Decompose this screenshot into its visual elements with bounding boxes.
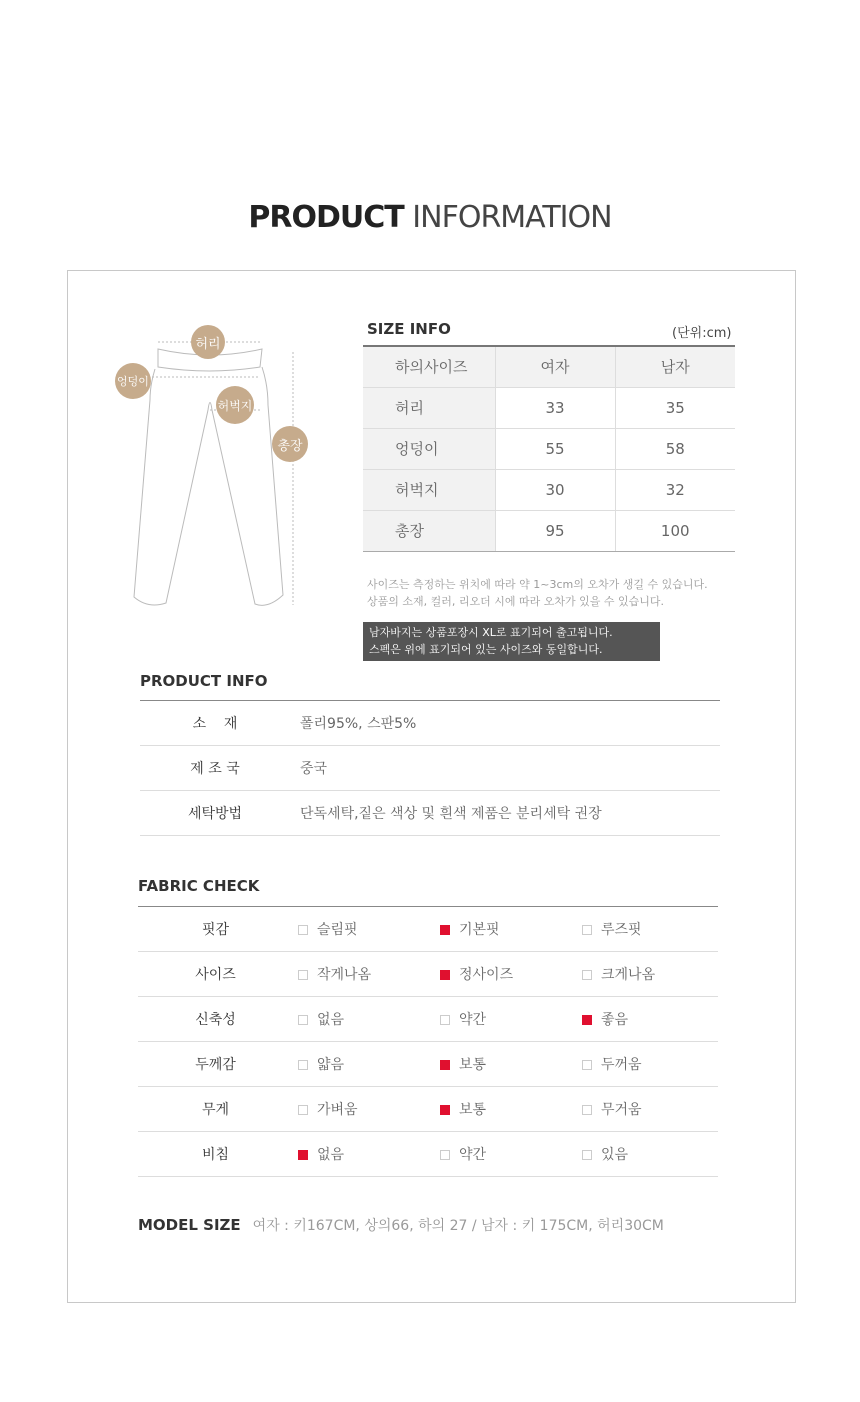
checkbox-icon [298,1015,308,1025]
pants-diagram [110,325,320,615]
highlight-line: 스펙은 위에 표기되어 있는 사이즈와 동일합니다. [369,643,603,656]
size-note-line: 사이즈는 측정하는 위치에 따라 약 1~3cm의 오차가 생길 수 있습니다. [367,578,708,591]
product-info-key: 소 재 [140,701,290,746]
size-female-value: 33 [495,387,615,428]
fabric-row-label: 핏감 [138,907,293,952]
table-row [363,428,735,469]
fabric-check-table [138,906,718,1177]
fabric-option [293,907,435,952]
table-row [140,701,720,746]
fabric-option-label: 약간 [459,1147,487,1163]
checkbox-icon [582,970,592,980]
checkbox-icon [440,1015,450,1025]
table-row [138,907,718,952]
fabric-option [577,1132,718,1177]
fabric-row-label: 사이즈 [138,952,293,997]
fabric-option-label: 없음 [317,1147,345,1163]
fabric-option [435,1132,577,1177]
size-row-label: 엉덩이 [363,428,495,469]
table-row [138,1087,718,1132]
fabric-option-label: 슬림핏 [317,922,358,938]
checkbox-icon [582,925,592,935]
checkbox-checked-icon [440,970,450,980]
thigh-bubble: 허벅지 [216,386,254,424]
fabric-option-label: 루즈핏 [601,922,642,938]
checkbox-checked-icon [440,925,450,935]
fabric-option-label: 크게나옴 [601,967,656,983]
size-col-header: 하의사이즈 [363,346,495,387]
size-col-male: 남자 [615,346,735,387]
fabric-option [577,907,718,952]
fabric-option [435,997,577,1042]
fabric-option-label: 있음 [601,1147,629,1163]
fabric-option-label: 보통 [459,1102,487,1118]
fabric-option [293,997,435,1042]
fabric-option [293,1042,435,1087]
size-female-value: 30 [495,469,615,510]
size-male-value: 58 [615,428,735,469]
model-size-text: 여자 : 키167CM, 상의66, 하의 27 / 남자 : 키 175CM, 허리30CM [252,1218,664,1234]
fabric-option [577,1087,718,1132]
table-row [138,997,718,1042]
size-unit: (단위:cm) [672,326,732,341]
checkbox-checked-icon [582,1015,592,1025]
table-row [138,952,718,997]
fabric-row-label: 비침 [138,1132,293,1177]
fabric-option-label: 보통 [459,1057,487,1073]
fabric-option [577,1042,718,1087]
size-row-label: 허벅지 [363,469,495,510]
checkbox-icon [298,970,308,980]
size-notes [367,576,708,610]
table-row [140,791,720,836]
checkbox-icon [582,1150,592,1160]
fabric-option [577,952,718,997]
checkbox-icon [440,1150,450,1160]
hip-bubble: 엉덩이 [115,363,151,399]
table-row [363,510,735,551]
product-info-value: 중국 [290,746,720,791]
waist-bubble: 허리 [191,325,225,359]
table-row [363,387,735,428]
fabric-option [577,997,718,1042]
length-bubble: 총장 [272,426,308,462]
checkbox-checked-icon [440,1105,450,1115]
fabric-option [435,1087,577,1132]
size-male-value: 100 [615,510,735,551]
size-col-female: 여자 [495,346,615,387]
checkbox-icon [582,1060,592,1070]
fabric-option-label: 없음 [317,1012,345,1028]
page-title-bold: PRODUCT [248,200,404,235]
product-info-key: 세탁방법 [140,791,290,836]
size-table-header [363,346,735,387]
table-row [138,1042,718,1087]
fabric-check-heading: FABRIC CHECK [138,877,260,895]
fabric-option-label: 작게나옴 [317,967,372,983]
fabric-option [293,952,435,997]
fabric-row-label: 두께감 [138,1042,293,1087]
size-row-label: 총장 [363,510,495,551]
size-note-line: 상품의 소재, 컬러, 리오더 시에 따라 오차가 있을 수 있습니다. [367,595,664,608]
model-size-heading: MODEL SIZE [138,1216,241,1234]
fabric-option-label: 좋음 [601,1012,629,1028]
size-male-value: 32 [615,469,735,510]
checkbox-icon [582,1105,592,1115]
product-info-heading: PRODUCT INFO [140,672,268,690]
checkbox-checked-icon [298,1150,308,1160]
table-row [363,469,735,510]
table-row [140,746,720,791]
checkbox-checked-icon [440,1060,450,1070]
product-info-value: 단독세탁,짙은 색상 및 흰색 제품은 분리세탁 권장 [290,791,720,836]
product-info-table [140,700,720,836]
page-title-light: INFORMATION [412,200,612,235]
size-female-value: 95 [495,510,615,551]
checkbox-icon [298,925,308,935]
fabric-option-label: 두꺼움 [601,1057,642,1073]
size-male-value: 35 [615,387,735,428]
fabric-option-label: 가벼움 [317,1102,358,1118]
fabric-option [293,1132,435,1177]
fabric-option-label: 무거움 [601,1102,642,1118]
fabric-option [293,1087,435,1132]
product-info-value: 폴리95%, 스판5% [290,701,720,746]
fabric-row-label: 무게 [138,1087,293,1132]
fabric-option [435,907,577,952]
size-row-label: 허리 [363,387,495,428]
table-row [138,1132,718,1177]
page-title [0,200,860,235]
checkbox-icon [298,1060,308,1070]
size-highlight-box [363,622,660,661]
size-table [363,345,735,552]
fabric-option [435,1042,577,1087]
fabric-option-label: 기본핏 [459,922,500,938]
size-info-heading: SIZE INFO [367,320,451,338]
fabric-row-label: 신축성 [138,997,293,1042]
size-female-value: 55 [495,428,615,469]
fabric-option-label: 약간 [459,1012,487,1028]
fabric-option [435,952,577,997]
fabric-option-label: 얇음 [317,1057,345,1073]
checkbox-icon [298,1105,308,1115]
highlight-line: 남자바지는 상품포장시 XL로 표기되어 출고됩니다. [369,626,613,639]
model-size [138,1215,664,1235]
fabric-option-label: 정사이즈 [459,967,514,983]
product-info-key: 제 조 국 [140,746,290,791]
